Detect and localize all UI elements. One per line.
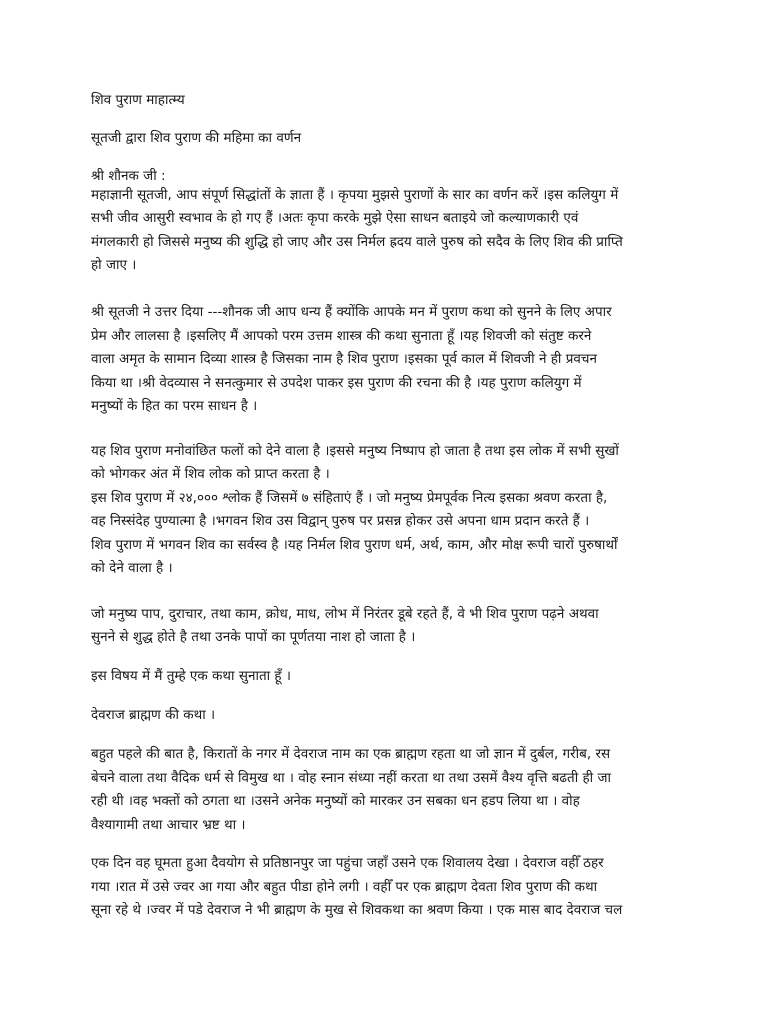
paragraph-line: वाला अमृत के सामान दिव्या शास्त्र है जिसका नाम है शिव पुराण ।इसका पूर्व काल में शिवजी ने ही प्रवचन <box>91 351 597 367</box>
paragraph-line: सुनने से शुद्ध होते है तथा उनके पापों का पूर्णतया नाश हो जाता है । <box>91 629 416 645</box>
paragraph-line: बेचने वाला तथा वैदिक धर्म से विमुख था । वोह स्नान संध्या नहीं करता था तथा उसमें वैश्य वृत्ति बढती ही जा <box>91 770 611 786</box>
paragraph-line: इस शिव पुराण में २४,००० श्लोक हैं जिसमें ७ संहिताएं हैं । जो मनुष्य प्रेमपूर्वक नित्य इसका श्रवण करता है, <box>91 490 608 506</box>
paragraph-line: जो मनुष्य पाप, दुराचार, तथा काम, क्रोध, माध, लोभ में निरंतर डूबे रहते हैं, वे भी शिव पुराण पढ़ने अथवा <box>91 606 599 622</box>
document-title: शिव पुराण माहात्म्य <box>91 92 185 108</box>
paragraph-line: रही थी ।वह भक्तों को ठगता था ।उसने अनेक मनुष्यों को मारकर उन सबका धन हडप लिया था । वोह <box>91 793 580 809</box>
paragraph-line: वह निस्संदेह पुण्यात्मा है ।भगवन शिव उस विद्वान् पुरुष पर प्रसन्न होकर उसे अपना धाम प्रदान करते हैं । <box>91 513 590 529</box>
paragraph-line: मनुष्यों के हित का परम साधन है । <box>91 398 258 414</box>
paragraph-line: एक दिन वह घूमता हुआ दैवयोग से प्रतिष्ठानपुर जा पहुंचा जहाँ उसने एक शिवालय देखा । देवराज वहीँ ठहर <box>91 855 604 871</box>
paragraph-line: शिव पुराण में भगवन शिव का सर्वस्व है ।यह निर्मल शिव पुराण धर्म, अर्थ, काम, और मोक्ष रूपी चारों पुरुषार्थों <box>91 537 618 553</box>
paragraph-line: श्री सूतजी ने उत्तर दिया ---शौनक जी आप धन्य हैं क्योंकि आपके मन में पुराण कथा को सुनने के लिए अपार <box>91 304 612 320</box>
paragraph-line: को देने वाला है । <box>91 560 173 576</box>
paragraph-line: को भोगकर अंत में शिव लोक को प्राप्त करता है । <box>91 466 330 482</box>
paragraph-6: देवराज ब्राह्मण की कथा । <box>91 707 216 723</box>
speaker-label: श्री शौनक जी : <box>91 168 166 184</box>
paragraph-line: सूना रहे थे ।ज्वर में पडे देवराज ने भी ब्राह्मण के मुख से शिवकथा का श्रवण किया । एक मास बाद देवराज चल <box>91 902 623 918</box>
paragraph-line: गया ।रात में उसे ज्वर आ गया और बहुत पीडा होने लगी । वहीँ पर एक ब्राह्मण देवता शिव पुराण की कथा <box>91 879 598 895</box>
paragraph-5: इस विषय में मैं तुम्हे एक कथा सुनाता हूँ । <box>91 668 292 684</box>
paragraph-line: प्रेम और लालसा है ।इसलिए मैं आपको परम उत्तम शास्त्र की कथा सुनाता हूँ ।यह शिवजी को संतुष्ट करने <box>91 328 592 344</box>
document-subtitle: सूतजी द्वारा शिव पुराण की महिमा का वर्णन <box>91 130 302 146</box>
paragraph-line: बहुत पहले की बात है, किरातों के नगर में देवराज नाम का एक ब्राह्मण रहता था जो ज्ञान में दुर्बल, गरीब, रस <box>91 746 611 762</box>
paragraph-line: हो जाए । <box>91 257 137 273</box>
paragraph-line: महाज्ञानी सूतजी, आप संपूर्ण सिद्धांतों के ज्ञाता हैं । कृपया मुझसे पुराणों के सार का वर्णन करें ।इस कलियुग में <box>91 187 619 203</box>
paragraph-line: किया था ।श्री वेदव्यास ने सनत्कुमार से उपदेश पाकर इस पुराण की रचना की है ।यह पुराण कलियुग में <box>91 375 582 391</box>
paragraph-line: यह शिव पुराण मनोवांछित फलों को देने वाला है ।इससे मनुष्य निष्पाप हो जाता है तथा इस लोक में सभी सुखों <box>91 443 619 459</box>
paragraph-line: वैश्यागामी तथा आचार भ्रष्ट था । <box>91 817 246 833</box>
paragraph-line: मंगलकारी हो जिससे मनुष्य की शुद्धि हो जाए और उस निर्मल ह्रदय वाले पुरुष को सदैव के लिए शिव की प्राप्ति <box>91 234 623 250</box>
paragraph-line: सभी जीव आसुरी स्वभाव के हो गए हैं ।अतः कृपा करके मुझे ऐसा साधन बताइये जो कल्याणकारी एवं <box>91 210 579 226</box>
